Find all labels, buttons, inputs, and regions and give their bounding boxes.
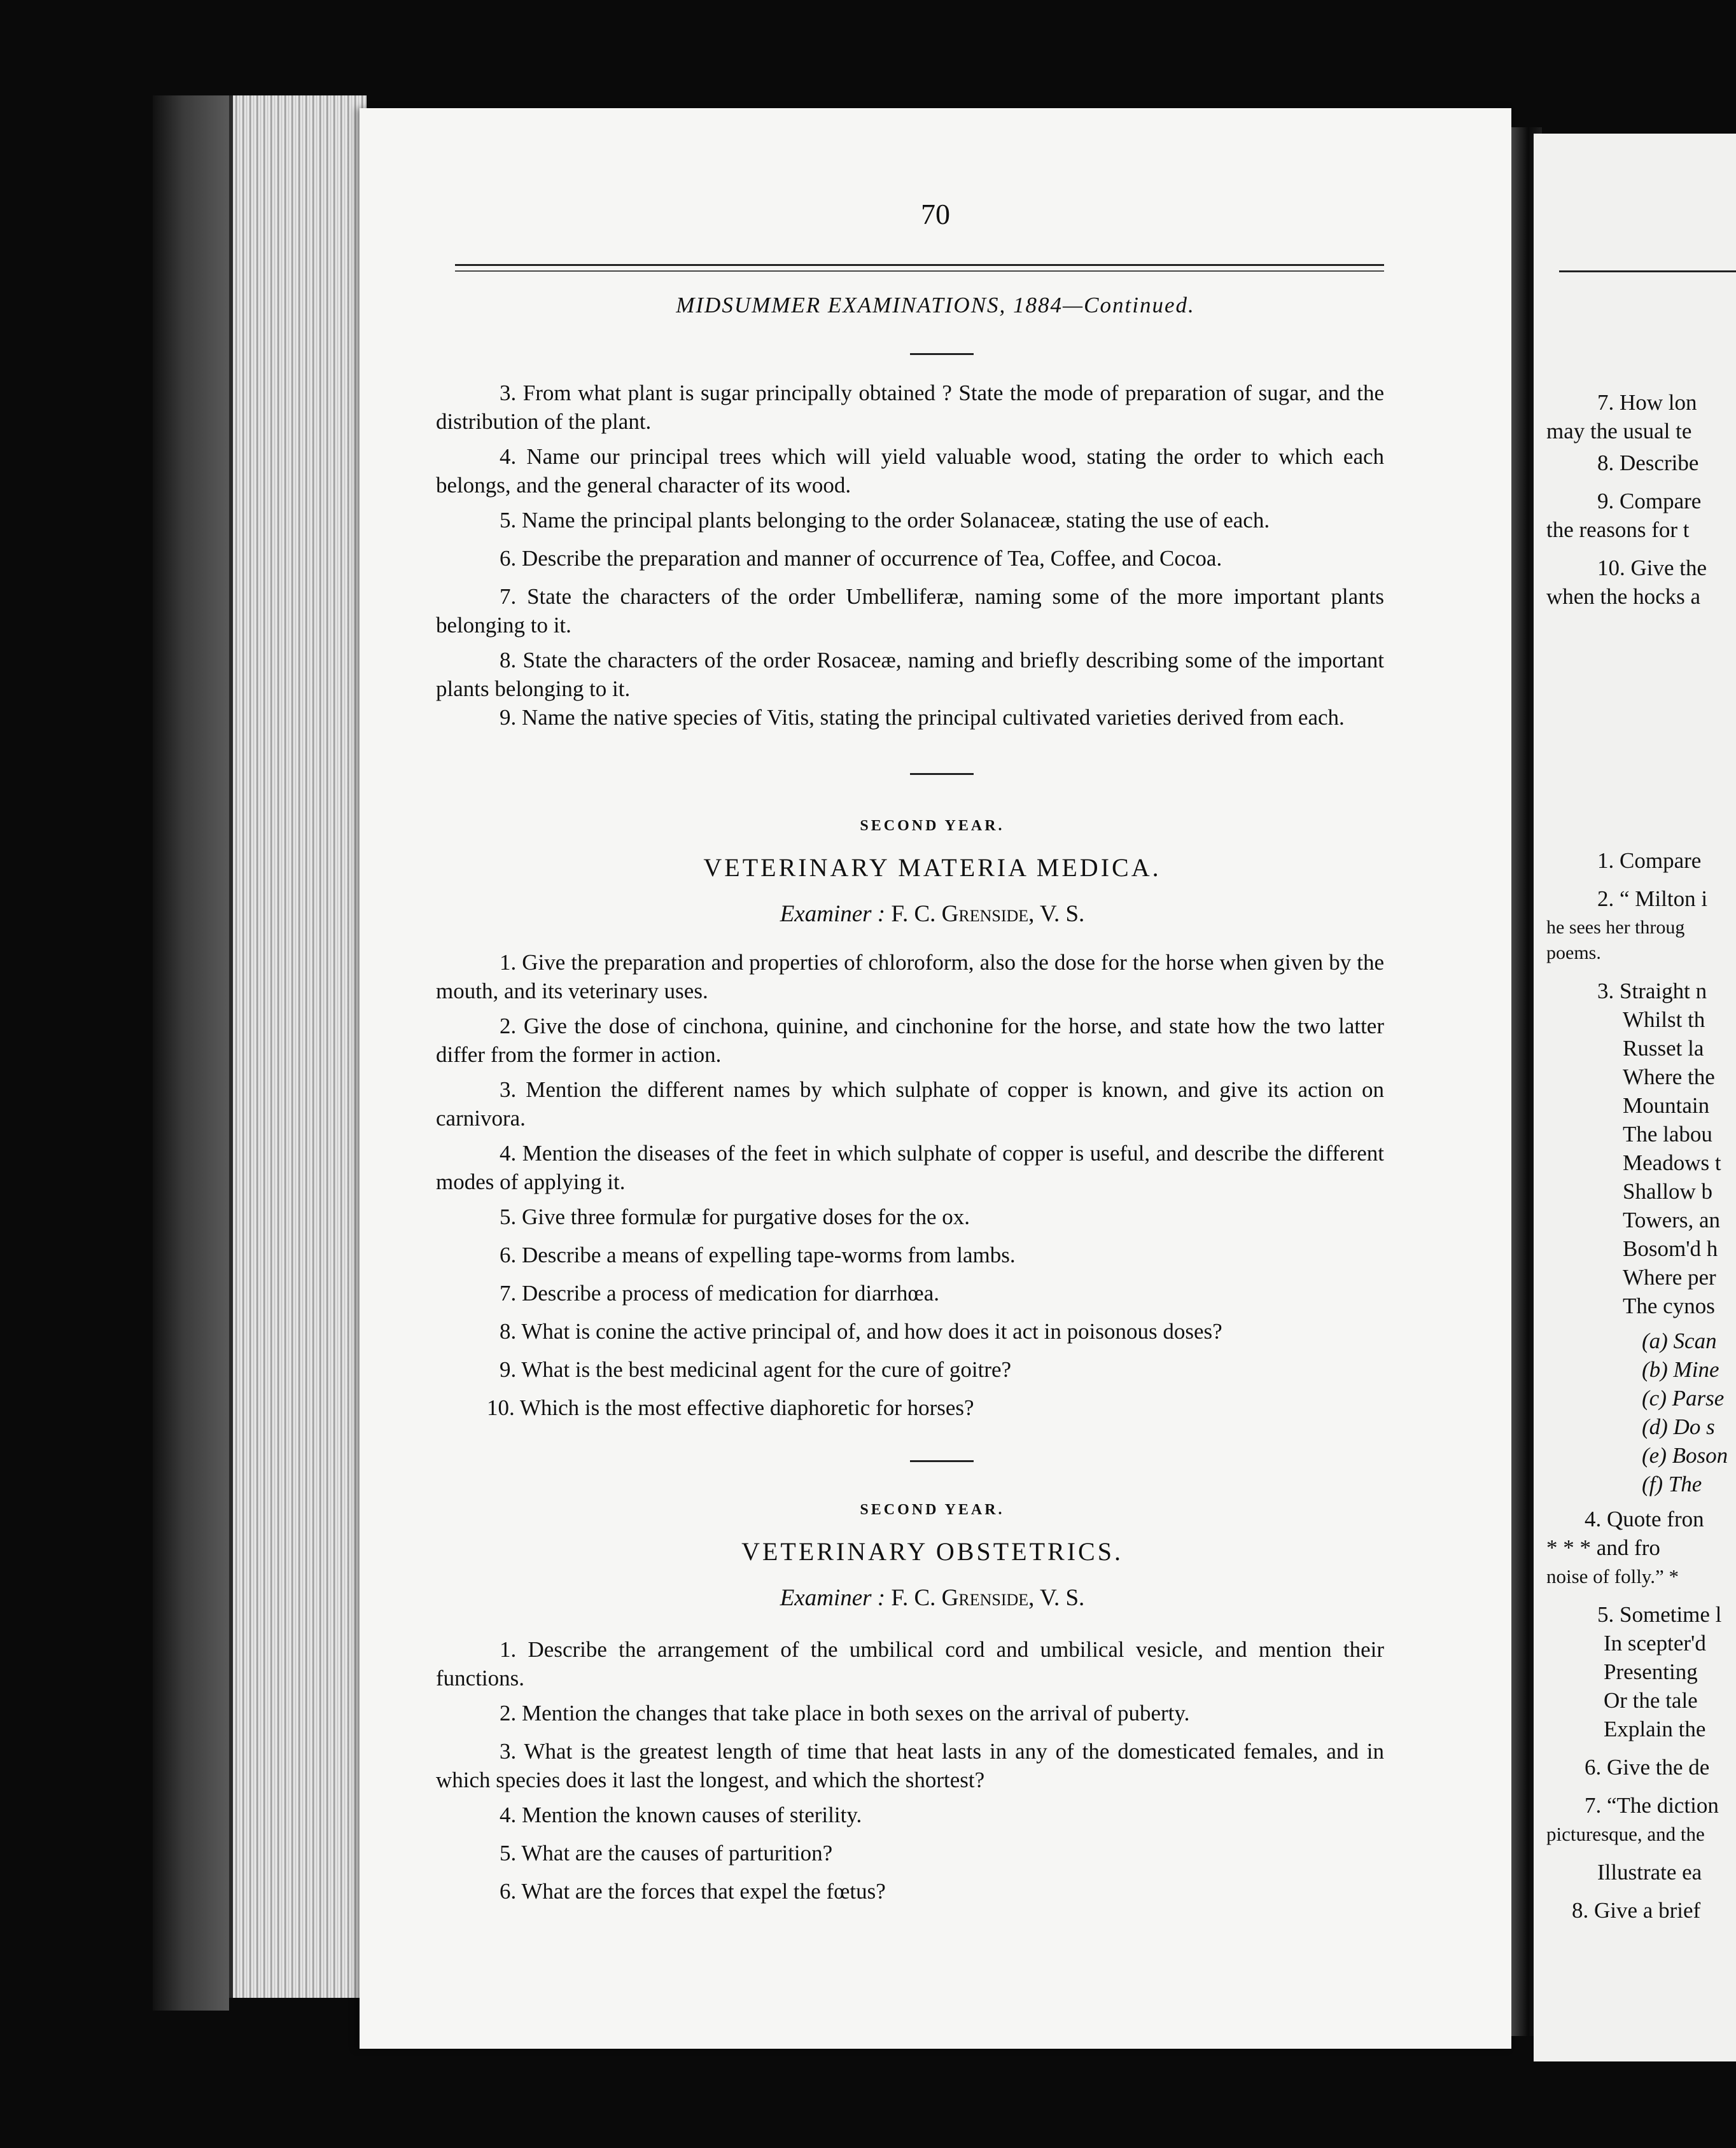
question-item: 3. From what plant is sugar principally obtained ? State the mode of preparation of sugar, and the distribution of the plant. [436,380,1384,434]
text-fragment: (f) The [1642,1472,1702,1496]
question-item: 6. Describe a means of expelling tape-worms from lambs. [500,1243,1016,1267]
text-fragment: when the hocks a [1546,584,1701,609]
text-fragment: 7. How lon [1597,390,1697,415]
text-fragment: Presenting [1604,1659,1698,1684]
examiner-line: Examiner : F. C. Grenside, V. S. [780,1585,1085,1611]
text-fragment: * * * and fro [1546,1535,1660,1560]
text-fragment: 9. Compare [1597,489,1702,513]
question-item: 2. Mention the changes that take place in both sexes on the arrival of puberty. [500,1701,1190,1726]
question-item: 1. Describe the arrangement of the umbilical cord and umbilical vesicle, and mention their functions. [436,1637,1385,1691]
text-fragment: (a) Scan [1642,1329,1717,1353]
section-separator [910,1460,974,1462]
text-fragment: Or the tale [1604,1688,1698,1713]
header-rule [1559,270,1736,272]
text-fragment: 7. “The diction [1585,1793,1719,1818]
question-item: 9. What is the best medicinal agent for the cure of goitre? [500,1357,1012,1382]
question-item: 4. Name our principal trees which will yield valuable wood, stating the order to which each belongs, and the general character of its wood. [436,444,1385,498]
text-fragment: 4. Quote fron [1585,1507,1704,1531]
text-fragment: Russet la [1623,1036,1704,1061]
text-fragment: 5. Sometime l [1597,1602,1722,1627]
section-separator [910,773,974,775]
text-fragment: Mountain [1623,1093,1710,1118]
exam-title: VETERINARY OBSTETRICS. [741,1537,1123,1566]
question-item: 6. Describe the preparation and manner of occurrence of Tea, Coffee, and Cocoa. [500,546,1222,571]
text-fragment: 1. Compare [1597,848,1702,873]
question-item: 8. State the characters of the order Rosaceæ, naming and briefly describing some of the important plants belonging to it. [436,648,1385,701]
text-fragment: the reasons for t [1546,517,1690,542]
question-item: 4. Mention the known causes of sterility. [500,1803,862,1827]
left-page [360,108,1511,2049]
question-item: 7. Describe a process of medication for diarrhœa. [500,1281,939,1306]
book-edge-shadow [153,95,229,2011]
text-fragment: Explain the [1604,1717,1706,1741]
question-item: 6. What are the forces that expel the fœtus? [500,1879,886,1904]
text-fragment: (c) Parse [1642,1386,1725,1411]
text-fragment: Bosom'd h [1623,1236,1718,1261]
section-separator [910,353,974,355]
text-fragment: Shallow b [1623,1179,1712,1204]
exam-title: VETERINARY MATERIA MEDICA. [703,853,1161,882]
text-fragment: noise of folly.” * [1546,1565,1679,1587]
question-item: 4. Mention the diseases of the feet in which sulphate of copper is useful, and describe the different modes of applying it. [436,1141,1384,1194]
question-item: 2. Give the dose of cinchona, quinine, and cinchonine for the horse, and state how the two latter differ from the former in action. [436,1014,1384,1067]
text-fragment: (b) Mine [1642,1357,1719,1382]
year-heading: SECOND YEAR. [860,1502,1005,1518]
question-item: 5. What are the causes of parturition? [500,1841,833,1866]
header-rule-thin [455,270,1384,272]
text-fragment: Where per [1623,1265,1716,1290]
text-fragment: picturesque, and the [1546,1823,1705,1845]
year-heading: SECOND YEAR. [860,818,1005,834]
text-fragment: 6. Give the de [1585,1755,1710,1780]
text-fragment: 3. Straight n [1597,979,1707,1003]
text-fragment: Whilst th [1623,1007,1705,1032]
question-item: 7. State the characters of the order Umbelliferæ, naming some of the more important plants belonging to it. [436,584,1385,638]
question-item: 3. What is the greatest length of time that heat lasts in any of the domesticated females, and in which species does it last the longest, and which the shortest? [436,1739,1384,1792]
right-page-fragment [1534,134,1736,2061]
page-stack-edge [229,95,367,1998]
text-fragment: The labou [1623,1122,1712,1147]
question-item: 3. Mention the different names by which sulphate of copper is known, and give its action on carnivora. [436,1077,1385,1131]
text-fragment: 8. Give a brief [1572,1898,1701,1923]
text-fragment: 10. Give the [1597,555,1707,580]
question-item: 10. Which is the most effective diaphoretic for horses? [487,1395,974,1420]
examiner-line: Examiner : F. C. Grenside, V. S. [780,901,1085,927]
text-fragment: (e) Boson [1642,1443,1728,1468]
question-item: 8. What is conine the active principal of, and how does it act in poisonous doses? [500,1319,1222,1344]
text-fragment: 8. Describe [1597,450,1699,475]
header-rule [455,264,1384,266]
text-fragment: (d) Do s [1642,1414,1715,1439]
page-number: 70 [921,198,950,230]
text-fragment: In scepter'd [1604,1631,1706,1656]
text-fragment: 2. “ Milton i [1597,886,1708,911]
text-fragment: Illustrate ea [1597,1860,1702,1885]
question-item: 5. Give three formulæ for purgative doses for the ox. [500,1204,970,1229]
question-item: 1. Give the preparation and properties of chloroform, also the dose for the horse when given by the mouth, and its veterinary uses. [436,950,1384,1003]
text-fragment: he sees her throug [1546,917,1685,938]
text-fragment: Where the [1623,1064,1715,1089]
running-header: MIDSUMMER EXAMINATIONS, 1884—Continued. [676,293,1195,317]
text-fragment: may the usual te [1546,419,1692,443]
question-item: 9. Name the native species of Vitis, stating the principal cultivated varieties derived from each. [500,705,1345,730]
text-fragment: The cynos [1623,1294,1715,1318]
text-fragment: Towers, an [1623,1208,1721,1232]
text-fragment: Meadows t [1623,1150,1721,1175]
text-fragment: poems. [1546,942,1601,963]
question-item: 5. Name the principal plants belonging to the order Solanaceæ, stating the use of each. [500,508,1270,533]
